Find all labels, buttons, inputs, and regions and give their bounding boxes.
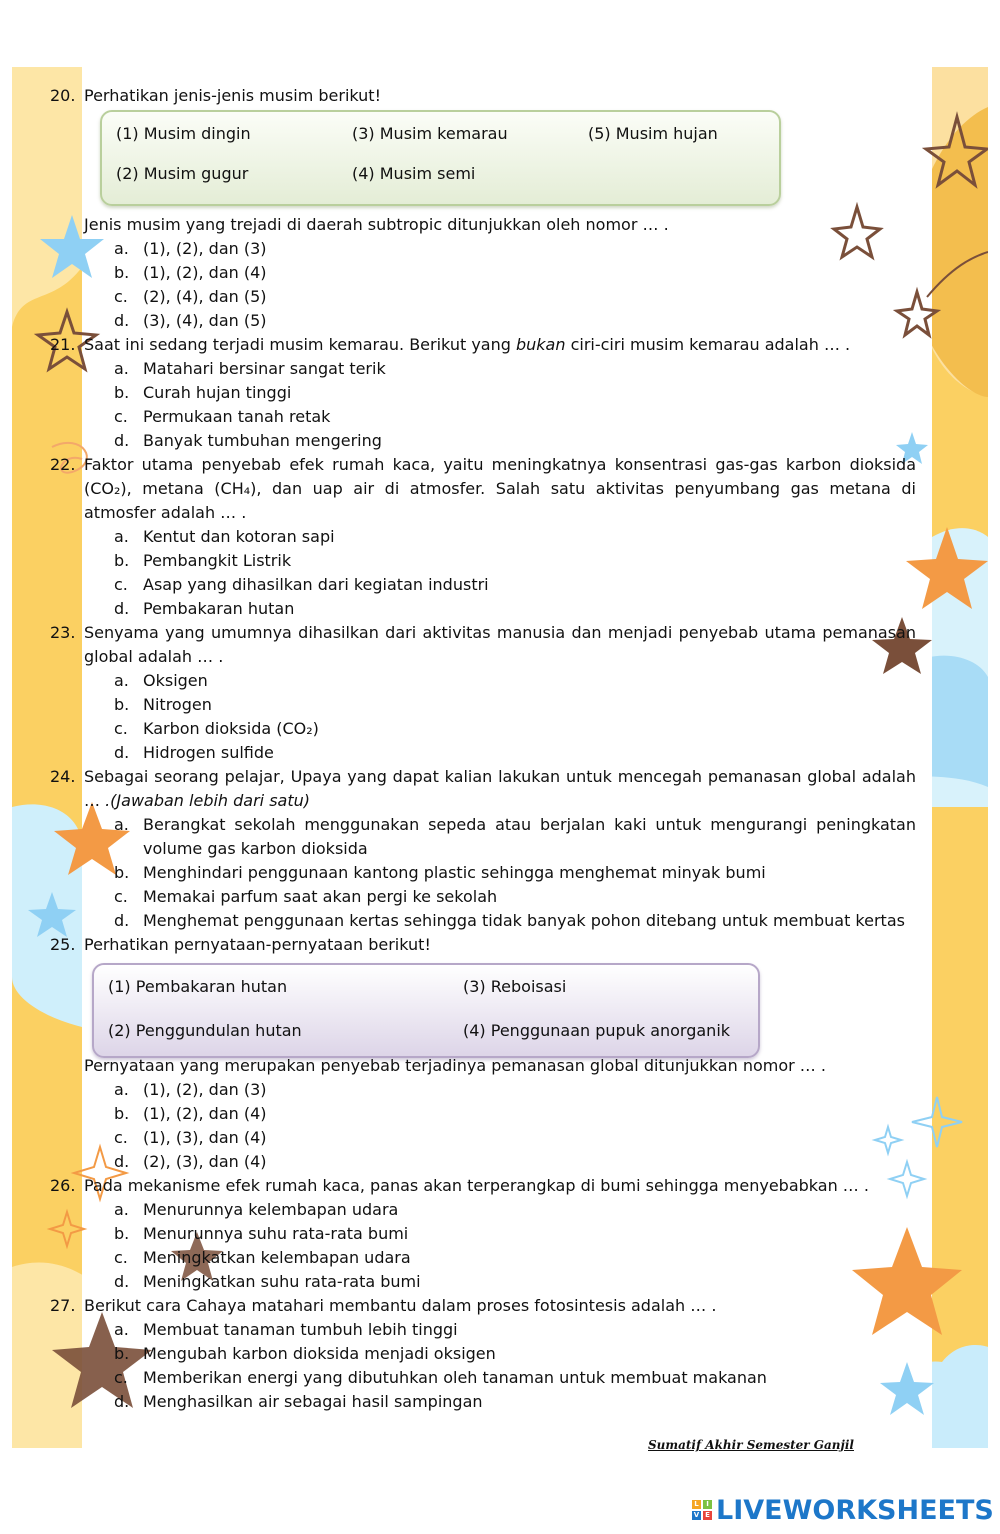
question-text: Faktor utama penyebab efek rumah kaca, yaitu meningkatnya konsentrasi gas-gas karbon dioksida (CO₂), metana (CH₄), dan uap air di atmosfer. Salah satu aktivitas penyumbang gas metana di atmosfer adalah … . <box>84 455 916 522</box>
question-22 <box>50 453 916 621</box>
option-letter: d. <box>114 599 130 618</box>
option-text: Menurunnya suhu rata-rata bumi <box>143 1224 409 1243</box>
option-a[interactable] <box>50 237 916 261</box>
option-text: (1), (2), dan (4) <box>143 263 267 282</box>
option-text: Hidrogen sulfide <box>143 743 274 762</box>
option-letter: d. <box>114 1152 130 1171</box>
question-followup: Pernyataan yang merupakan penyebab terjadinya pemanasan global ditunjukkan nomor … . <box>84 1056 826 1075</box>
box-item-3: (3) Reboisasi <box>463 977 567 996</box>
option-text: Nitrogen <box>143 695 212 714</box>
option-c[interactable] <box>50 717 916 741</box>
question-text: Pada mekanisme efek rumah kaca, panas akan terperangkap di bumi sehingga menyebabkan … . <box>84 1176 869 1195</box>
option-letter: d. <box>114 743 130 762</box>
question-number: 22. <box>50 455 76 474</box>
option-letter: c. <box>114 887 128 906</box>
option-c[interactable] <box>50 1246 916 1270</box>
option-d[interactable] <box>50 597 916 621</box>
option-a[interactable] <box>50 525 916 549</box>
option-text: Memberikan energi yang dibutuhkan oleh tanaman untuk membuat makanan <box>143 1368 767 1387</box>
box-item-3: (3) Musim kemarau <box>352 124 508 143</box>
option-letter: a. <box>114 815 129 834</box>
option-b[interactable] <box>50 549 916 573</box>
option-letter: d. <box>114 431 130 450</box>
option-letter: d. <box>114 1272 130 1291</box>
option-text: (1), (3), dan (4) <box>143 1128 267 1147</box>
option-text: Berangkat sekolah menggunakan sepeda atau berjalan kaki untuk mengurangi peningkatan volume gas karbon dioksida <box>143 815 916 858</box>
option-text: Permukaan tanah retak <box>143 407 331 426</box>
option-b[interactable] <box>50 1102 916 1126</box>
option-text: (1), (2), dan (3) <box>143 1080 267 1099</box>
option-text: Banyak tumbuhan mengering <box>143 431 382 450</box>
option-d[interactable] <box>50 429 916 453</box>
option-c[interactable] <box>50 405 916 429</box>
question-text: Perhatikan pernyataan-pernyataan berikut! <box>84 935 431 954</box>
option-d[interactable] <box>50 909 916 933</box>
option-text: (3), (4), dan (5) <box>143 311 267 330</box>
option-letter: d. <box>114 1392 130 1411</box>
question-number: 20. <box>50 86 76 105</box>
option-text: Mengubah karbon dioksida menjadi oksigen <box>143 1344 496 1363</box>
option-letter: c. <box>114 407 128 426</box>
option-a[interactable] <box>50 813 916 861</box>
statement-list-box <box>92 963 760 1058</box>
option-letter: b. <box>114 863 130 882</box>
question-text: Senyama yang umumnya dihasilkan dari aktivitas manusia dan menjadi penyebab utama pemanasan global adalah … . <box>84 623 916 666</box>
option-b[interactable] <box>50 381 916 405</box>
brand-name: LIVEWORKSHEETS <box>716 1494 994 1526</box>
footer-signature: Sumatif Akhir Semester Ganjil <box>648 1438 854 1452</box>
option-letter: b. <box>114 1344 130 1363</box>
question-21 <box>50 333 916 453</box>
option-d[interactable] <box>50 1270 916 1294</box>
option-text: Memakai parfum saat akan pergi ke sekolah <box>143 887 498 906</box>
box-item-1: (1) Pembakaran hutan <box>108 977 288 996</box>
question-text: Perhatikan jenis-jenis musim berikut! <box>84 86 381 105</box>
option-letter: b. <box>114 1104 130 1123</box>
option-b[interactable] <box>50 1222 916 1246</box>
option-letter: a. <box>114 1080 129 1099</box>
option-b[interactable] <box>50 693 916 717</box>
box-item-4: (4) Musim semi <box>352 164 476 183</box>
option-b[interactable] <box>50 861 916 885</box>
option-letter: b. <box>114 551 130 570</box>
option-a[interactable] <box>50 669 916 693</box>
option-text: Matahari bersinar sangat terik <box>143 359 386 378</box>
option-c[interactable] <box>50 573 916 597</box>
option-b[interactable] <box>50 1342 916 1366</box>
question-number: 27. <box>50 1296 76 1315</box>
option-c[interactable] <box>50 1366 916 1390</box>
option-text: (1), (2), dan (3) <box>143 239 267 258</box>
question-23 <box>50 621 916 765</box>
question-20-body <box>50 213 916 333</box>
option-letter: c. <box>114 1368 128 1387</box>
option-d[interactable] <box>50 741 916 765</box>
box-item-4: (4) Penggunaan pupuk anorganik <box>463 1021 731 1040</box>
option-letter: c. <box>114 287 128 306</box>
logo-grid-icon: L I V E <box>692 1500 712 1520</box>
question-26 <box>50 1174 916 1294</box>
option-text: Menghemat penggunaan kertas sehingga tidak banyak pohon ditebang untuk membuat kertas <box>143 911 905 930</box>
option-c[interactable] <box>50 1126 916 1150</box>
question-27 <box>50 1294 916 1414</box>
question-number: 21. <box>50 335 76 354</box>
season-list-box <box>100 110 781 206</box>
question-text: Saat ini sedang terjadi musim kemarau. Berikut yang bukan ciri-ciri musim kemarau adalah … . <box>84 335 851 354</box>
option-b[interactable] <box>50 261 916 285</box>
liveworksheets-logo[interactable] <box>692 1494 994 1526</box>
option-text: (2), (4), dan (5) <box>143 287 267 306</box>
question-25-body <box>50 1054 916 1174</box>
option-text: (2), (3), dan (4) <box>143 1152 267 1171</box>
question-number: 23. <box>50 623 76 642</box>
option-text: Pembangkit Listrik <box>143 551 292 570</box>
box-item-2: (2) Musim gugur <box>116 164 249 183</box>
option-text: Menghasilkan air sebagai hasil sampingan <box>143 1392 483 1411</box>
option-a[interactable] <box>50 1198 916 1222</box>
option-letter: a. <box>114 239 129 258</box>
option-text: Curah hujan tinggi <box>143 383 292 402</box>
option-a[interactable] <box>50 357 916 381</box>
question-25 <box>50 933 916 957</box>
option-letter: c. <box>114 1128 128 1147</box>
question-text: Sebagai seorang pelajar, Upaya yang dapat kalian lakukan untuk mencegah pemanasan global adalah … .(Jawaban lebih dari satu) <box>84 767 916 810</box>
option-letter: a. <box>114 359 129 378</box>
question-number: 24. <box>50 767 76 786</box>
option-letter: b. <box>114 383 130 402</box>
option-text: Kentut dan kotoran sapi <box>143 527 335 546</box>
option-text: Menurunnya kelembapan udara <box>143 1200 399 1219</box>
option-d[interactable] <box>50 1150 916 1174</box>
box-item-1: (1) Musim dingin <box>116 124 251 143</box>
option-text: Pembakaran hutan <box>143 599 295 618</box>
option-a[interactable] <box>50 1318 916 1342</box>
option-c[interactable] <box>50 885 916 909</box>
option-text: Meningkatkan suhu rata-rata bumi <box>143 1272 421 1291</box>
option-text: Meningkatkan kelembapan udara <box>143 1248 411 1267</box>
option-letter: a. <box>114 527 129 546</box>
option-letter: c. <box>114 719 128 738</box>
option-letter: b. <box>114 695 130 714</box>
question-text: Berikut cara Cahaya matahari membantu dalam proses fotosintesis adalah … . <box>84 1296 717 1315</box>
question-number: 25. <box>50 935 76 954</box>
option-text: Karbon dioksida (CO₂) <box>143 719 319 738</box>
option-text: Oksigen <box>143 671 208 690</box>
question-24 <box>50 765 916 933</box>
option-text: (1), (2), dan (4) <box>143 1104 267 1123</box>
option-text: Menghindari penggunaan kantong plastic sehingga menghemat minyak bumi <box>143 863 766 882</box>
question-followup: Jenis musim yang trejadi di daerah subtropic ditunjukkan oleh nomor … . <box>84 215 669 234</box>
option-letter: b. <box>114 1224 130 1243</box>
box-item-2: (2) Penggundulan hutan <box>108 1021 302 1040</box>
option-a[interactable] <box>50 1078 916 1102</box>
option-d[interactable] <box>50 1390 916 1414</box>
option-letter: c. <box>114 1248 128 1267</box>
option-letter: a. <box>114 1320 129 1339</box>
option-letter: b. <box>114 263 130 282</box>
option-letter: d. <box>114 311 130 330</box>
option-c[interactable] <box>50 285 916 309</box>
box-item-5: (5) Musim hujan <box>588 124 718 143</box>
question-20 <box>50 84 916 108</box>
option-text: Asap yang dihasilkan dari kegiatan industri <box>143 575 489 594</box>
option-d[interactable] <box>50 309 916 333</box>
option-letter: a. <box>114 671 129 690</box>
option-letter: d. <box>114 911 130 930</box>
question-number: 26. <box>50 1176 76 1195</box>
option-text: Membuat tanaman tumbuh lebih tinggi <box>143 1320 458 1339</box>
option-letter: c. <box>114 575 128 594</box>
option-letter: a. <box>114 1200 129 1219</box>
